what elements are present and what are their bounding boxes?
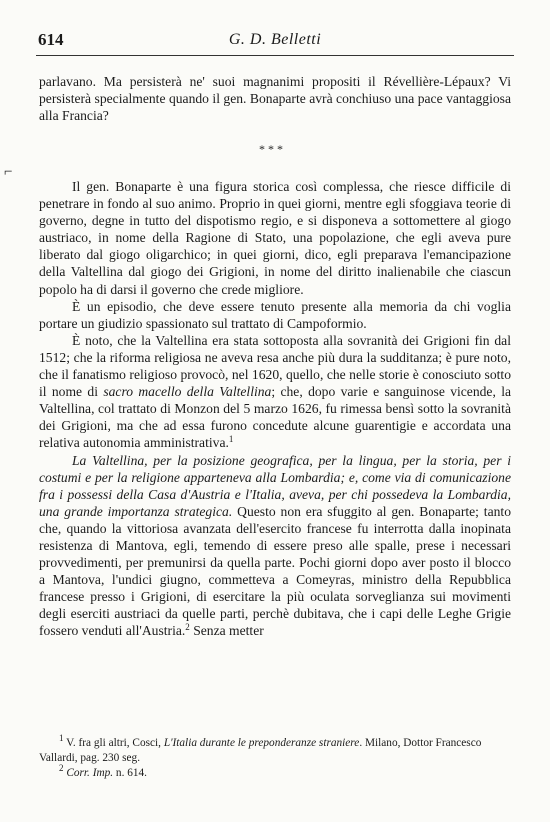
paragraph-bonaparte: Il gen. Bonaparte è una figura storica così complessa, che riesce difficile di penetrare in fondo al suo animo. Proprio in quei giorni, mentre egli sfoggiava teorie di governo, degne in tutto del dispotismo regio, e si disponeva a sottomettere al giogo austriaco, in nome della Ragione di Stato, una popolazione, che egli aveva pure liberato dal giogo oligarchico; in quei giorni, dico, egli preparava l'emancipazione della Valtellina dal giogo dei Grigioni, in nome del diritto inalienabile che ciascun popolo ha di darsi il governo che crede migliore.: [39, 179, 511, 297]
body-text: [39, 178, 511, 640]
page-number: 614: [38, 30, 64, 49]
footnote-mark-1: 1: [59, 733, 64, 743]
footnote-text: V. fra gli altri, Cosci,: [63, 737, 164, 749]
page-header: [0, 24, 550, 54]
footnote-mark-2: 2: [59, 763, 64, 774]
footnote-italic-title: L'Italia durante le preponderanze straniere: [163, 737, 360, 749]
paragraph-text: Senza metter: [189, 623, 264, 639]
header-rule: [36, 55, 514, 56]
footnote-text: . Milano, Dottor Francesco Vallardi, pag. 230 seg.: [39, 737, 482, 765]
footnote-2: [39, 763, 511, 781]
footnotes: [39, 733, 511, 782]
footnote-italic-source: Corr. Imp.: [63, 767, 114, 780]
paragraph-text: È noto, che la Valtellina era stata sottoposta alla sovranità dei Grigioni fin dal 1512; che la riforma religiosa ne aveva resa anche più dura la sudditanza; è pure noto, che il fanatismo religioso provocò, nel 1620, quello, che nelle storie è conosciuto sotto il nome di: [39, 332, 511, 400]
margin-mark: ⌐: [4, 164, 13, 180]
paragraph-text: ; che, dopo varie e sanguinose vicende, la Valtellina, col trattato di Monzon del 5 marzo 1626, fu rimessa bensì sotto la sovranità dei Grigioni, ma che ad essa furono concedute alcune guarentigie e accordata una relativa autonomia amministrativa.: [39, 384, 511, 451]
paragraph-episodio: È un episodio, che deve essere tenuto presente alla memoria da chi voglia portare un giudizio spassionato sul trattato di Campoformio.: [39, 298, 511, 331]
footnote-1: [39, 733, 511, 766]
footnote-text: n. 614.: [113, 767, 147, 780]
paragraph-text: Questo non era sfuggito al gen. Bonaparte; tanto che, quando la vittoriosa avanzata dell'esercito francese fu interrotta dalla inopinata resistenza di Mantova, egli, temendo di essere preso alle spalle, prese i necessari provvedimenti, per premunirsi da quella parte. Pochi giorni dopo aver posto il blocco a Mantova, l'undici giugno, commetteva a Comeyras, ministro della Repubblica francese presso i Grigioni, di esercitare la più oculata sorveglianza sui movimenti degli eserciti austriaci da quelle parti, perchè dubitava, che i capi delle Leghe Grigie fossero venduti all'Austria.: [39, 503, 511, 639]
running-head: G. D. Belletti: [228, 31, 322, 48]
intro-paragraph: [39, 73, 511, 124]
footnote-ref-1: 1: [228, 434, 234, 445]
paragraph-valtellina-history: [39, 332, 511, 452]
paragraph-strategic-importance: [39, 452, 511, 640]
italic-phrase: sacro macello della Valtellina: [103, 384, 272, 400]
section-break-asterism: * * *: [259, 142, 283, 156]
footnote-ref-2: 2: [185, 622, 190, 633]
intro-text: parlavano. Ma persisterà ne' suoi magnanimi propositi il Révellière-Lépaux? Vi persisterà specialmente quando il gen. Bonaparte avrà conchiuso una pace vantaggiosa alla Francia?: [39, 74, 511, 124]
italic-passage: La Valtellina, per la posizione geografica, per la lingua, per la storia, per i costumi e per la religione apparteneva alla Lombardia; e, come via di comunicazione fra i possessi della Casa d'Austria e l'Italia, aveva, per chi possedeva la Lombardia, una grande importanza strategica.: [39, 452, 511, 519]
